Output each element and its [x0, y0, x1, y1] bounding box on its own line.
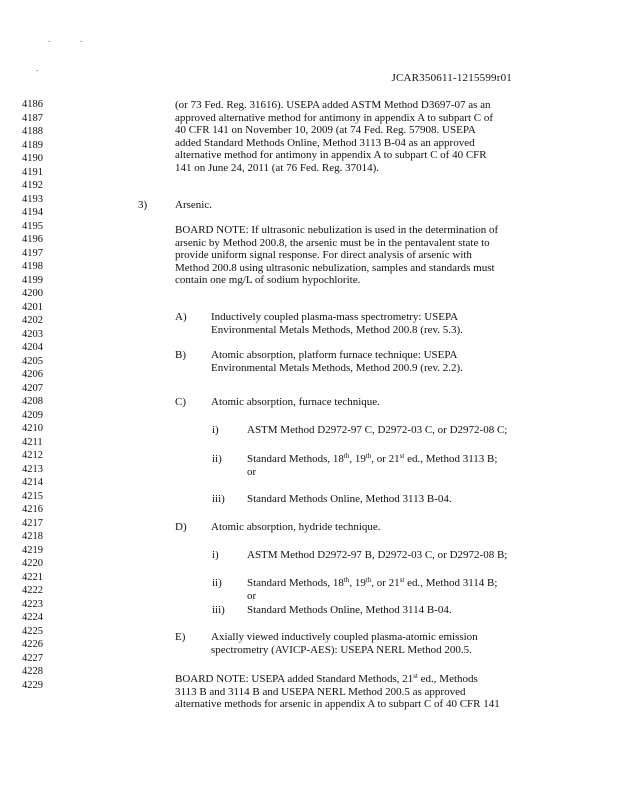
line-number: 4221	[22, 571, 43, 583]
line-number: 4195	[22, 220, 43, 232]
line-number: 4202	[22, 315, 43, 326]
subitem-title: Atomic absorption, hydride technique.	[211, 521, 381, 533]
board-note-line: provide uniform signal response. For direct analysis of arsenic with	[175, 249, 472, 261]
clause-text: ASTM Method D2972-97 C, D2972-03 C, or D2972-08 C;	[247, 424, 508, 436]
line-number: 4200	[22, 288, 43, 299]
line-number: 4193	[22, 193, 43, 205]
line-number: 4205	[22, 355, 43, 367]
clause-label: iii)	[212, 604, 225, 616]
subitem-label: A)	[175, 311, 187, 323]
line-number: 4223	[22, 598, 43, 610]
subitem-text: Axially viewed inductively coupled plasma-atomic emission	[211, 631, 478, 643]
clause-label: iii)	[212, 493, 225, 505]
board-note-line: 3113 B and 3114 B and USEPA NERL Method 200.5 as approved	[175, 685, 466, 698]
line-number: 4203	[22, 328, 43, 340]
board-note-line: BOARD NOTE: If ultrasonic nebulization is used in the determination of	[175, 224, 499, 236]
line-number: 4226	[22, 639, 43, 650]
scan-mark: .	[36, 63, 39, 73]
line-number: 4209	[22, 409, 43, 421]
line-number: 4229	[22, 679, 43, 691]
paragraph-line: approved alternative method for antimony in appendix A to subpart C of	[175, 111, 494, 124]
line-number: 4194	[22, 207, 43, 218]
line-number: 4218	[22, 531, 43, 542]
line-number: 4190	[22, 153, 43, 164]
line-number: 4216	[22, 504, 43, 515]
board-note-line: contain one mg/L of sodium hypochlorite.	[175, 274, 361, 286]
paragraph-line: alternative method for antimony in appendix A to subpart C of 40 CFR	[175, 149, 487, 161]
line-number: 4198	[22, 261, 43, 272]
line-number: 4206	[22, 369, 43, 380]
subitem-label: B)	[175, 349, 186, 361]
line-number: 4227	[22, 652, 43, 664]
line-number: 4214	[22, 477, 43, 488]
line-number: 4210	[22, 423, 43, 434]
subitem-label: C)	[175, 396, 186, 408]
scan-mark: .	[80, 34, 83, 44]
item-number: 3)	[138, 199, 148, 211]
clause-label: ii)	[212, 453, 222, 465]
line-number: 4196	[22, 234, 43, 245]
board-note-line: arsenic by Method 200.8, the arsenic must be in the pentavalent state to	[175, 236, 490, 249]
line-number: 4192	[22, 180, 43, 191]
line-number: 4186	[22, 99, 43, 110]
subitem-text: Environmental Metals Methods, Method 200.8 (rev. 5.3).	[211, 323, 463, 336]
clause-text: Standard Methods Online, Method 3114 B-04.	[247, 604, 452, 616]
subitem-label: D)	[175, 521, 187, 533]
line-number: 4191	[22, 166, 43, 178]
clause-text: ASTM Method D2972-97 B, D2972-03 C, or D2972-08 B;	[247, 549, 508, 561]
paragraph-line: added Standard Methods Online, Method 3113 B-04 as an approved	[175, 136, 475, 149]
clause-label: i)	[212, 424, 219, 436]
line-number: 4219	[22, 544, 43, 556]
board-note-line: Method 200.8 using ultrasonic nebulization, samples and standards must	[175, 261, 495, 274]
paragraph-line: 141 on June 24, 2011 (at 76 Fed. Reg. 37014).	[175, 161, 379, 174]
line-number: 4212	[22, 450, 43, 461]
paragraph-line: (or 73 Fed. Reg. 31616). USEPA added ASTM Method D3697-07 as an	[175, 99, 491, 111]
clause-label: ii)	[212, 577, 222, 589]
subitem-title: Atomic absorption, furnace technique.	[211, 396, 380, 408]
line-number: 4201	[22, 301, 43, 313]
scan-mark: .	[48, 34, 51, 44]
document-id: JCAR350611-1215599r01	[391, 72, 512, 84]
board-note-line: BOARD NOTE: USEPA added Standard Methods, 21st ed., Methods	[175, 672, 478, 685]
line-number: 4189	[22, 139, 43, 151]
line-number: 4215	[22, 490, 43, 502]
line-number: 4213	[22, 463, 43, 475]
line-number: 4228	[22, 666, 43, 677]
clause-text: Standard Methods Online, Method 3113 B-04.	[247, 493, 452, 505]
line-number: 4222	[22, 585, 43, 596]
clause-or: or	[247, 590, 257, 602]
line-number: 4217	[22, 517, 43, 529]
clause-label: i)	[212, 549, 219, 561]
line-number: 4199	[22, 274, 43, 286]
clause-text: Standard Methods, 18th, 19th, or 21st ed., Method 3113 B;	[247, 452, 498, 465]
line-number: 4204	[22, 342, 43, 353]
subitem-text: Atomic absorption, platform furnace technique: USEPA	[211, 349, 458, 361]
line-number: 4207	[22, 382, 43, 394]
item-title: Arsenic.	[175, 199, 212, 211]
paragraph-line: 40 CFR 141 on November 10, 2009 (at 74 Fed. Reg. 57908. USEPA	[175, 124, 476, 136]
subitem-text: Inductively coupled plasma-mass spectrometry: USEPA	[211, 311, 459, 323]
clause-or: or	[247, 466, 257, 478]
line-number: 4220	[22, 558, 43, 569]
board-note-line: alternative methods for arsenic in appendix A to subpart C of 40 CFR 141	[175, 698, 500, 710]
line-number: 4211	[22, 436, 43, 448]
subitem-text: Environmental Metals Methods, Method 200.9 (rev. 2.2).	[211, 361, 463, 374]
line-number: 4197	[22, 247, 43, 259]
line-number: 4208	[22, 396, 43, 407]
line-number: 4187	[22, 112, 43, 124]
subitem-text: spectrometry (AVICP-AES): USEPA NERL Method 200.5.	[211, 643, 472, 656]
clause-text: Standard Methods, 18th, 19th, or 21st ed., Method 3114 B;	[247, 576, 498, 589]
line-number: 4224	[22, 612, 43, 623]
subitem-label: E)	[175, 631, 186, 643]
line-number: 4188	[22, 126, 43, 137]
line-number: 4225	[22, 625, 43, 637]
